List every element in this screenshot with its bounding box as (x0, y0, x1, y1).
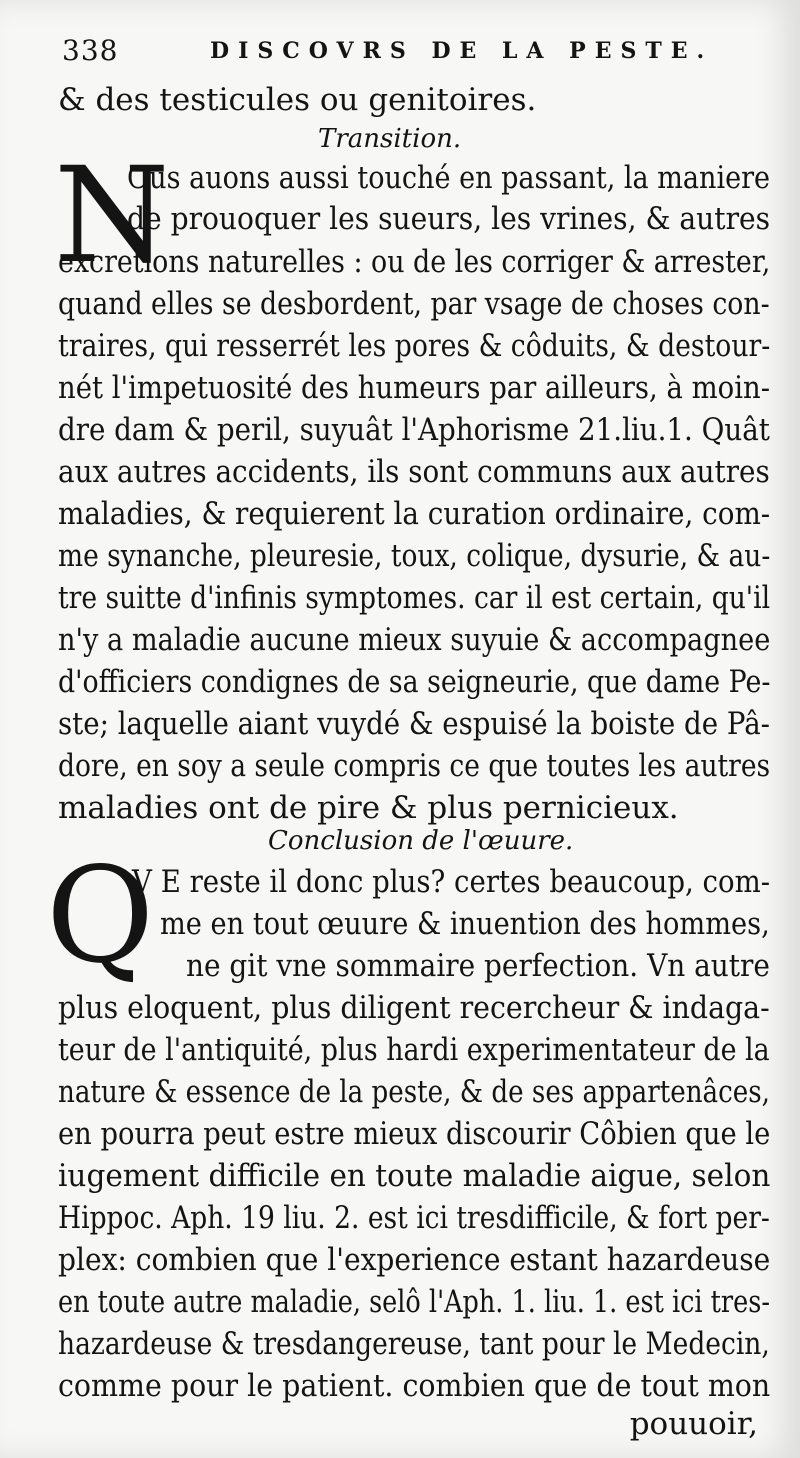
text-line: Ous auons aussi touché en passant, la maniere (127, 160, 771, 196)
drop-cap-n: N (54, 139, 170, 293)
catchword: pouuoir, (629, 1406, 758, 1442)
text-line: n'y a maladie aucune mieux suyuie & accompagnee (58, 622, 771, 658)
section-heading-conclusion: Conclusion de l'œuure. (268, 826, 574, 856)
text-line: nét l'impetuosité des humeurs par ailleurs, à moin- (58, 370, 771, 406)
text-line: quand elles se desbordent, par vsage de choses con- (58, 286, 770, 322)
text-line: maladies ont de pire & plus pernicieux. (58, 790, 679, 826)
running-title: DISCOVRS DE LA PESTE. (210, 38, 714, 64)
text-line: comme pour le patient. combien que de tout mon (58, 1368, 771, 1404)
section-heading-transition: Transition. (318, 124, 462, 154)
text-line: teur de l'antiquité, plus hardi experimentateur de la (58, 1032, 770, 1068)
text-line: excretions naturelles : ou de les corriger & arrester, (58, 244, 771, 280)
text-line: V E reste il donc plus? certes beaucoup, com- (132, 864, 771, 900)
text-line: en toute autre maladie, selô l'Aph. 1. liu. 1. est ici tres- (58, 1284, 770, 1320)
text-line: & des testicules ou genitoires. (58, 82, 537, 118)
text-line: dore, en soy a seule compris ce que toutes les autres (58, 748, 771, 784)
text-line: maladies, & requierent la curation ordinaire, com- (58, 496, 771, 532)
text-line: me en tout œuure & inuention des hommes, (160, 906, 770, 942)
text-line: me synanche, pleuresie, toux, colique, dysurie, & au- (58, 538, 771, 574)
text-line: plex: combien que l'experience estant hazardeuse (58, 1242, 771, 1278)
text-line: de prouoquer les sueurs, les vrines, & autres (127, 201, 771, 237)
text-line: aux autres accidents, ils sont communs aux autres (58, 454, 770, 490)
text-line: ne git vne sommaire perfection. Vn autre (186, 948, 770, 984)
text-line: ste; laquelle aiant vuydé & espuisé la boiste de Pâ- (58, 706, 771, 742)
text-line: d'officiers condignes de sa seigneurie, que dame Pe- (58, 664, 771, 700)
text-line: plus eloquent, plus diligent recercheur & indaga- (58, 990, 770, 1026)
text-line: traires, qui resserrét les pores & côduits, & destour- (58, 328, 771, 364)
text-line: nature & essence de la peste, & de ses appartenâces, (58, 1074, 770, 1110)
text-line: Hippoc. Aph. 19 liu. 2. est ici tresdifficile, & fort per- (58, 1200, 770, 1236)
text-line: dre dam & peril, suyuât l'Aphorisme 21.liu.1. Quât (58, 412, 770, 448)
drop-cap-q: Q (46, 839, 155, 993)
text-line: en pourra peut estre mieux discourir Côbien que le (58, 1116, 771, 1152)
text-line: iugement difficile en toute maladie aigue, selon (58, 1158, 771, 1194)
text-line: hazardeuse & tresdangereuse, tant pour le Medecin, (58, 1326, 770, 1362)
page-header (62, 30, 762, 70)
text-line: tre suitte d'infinis symptomes. car il est certain, qu'il (58, 580, 771, 616)
folio-number: 338 (62, 34, 119, 67)
